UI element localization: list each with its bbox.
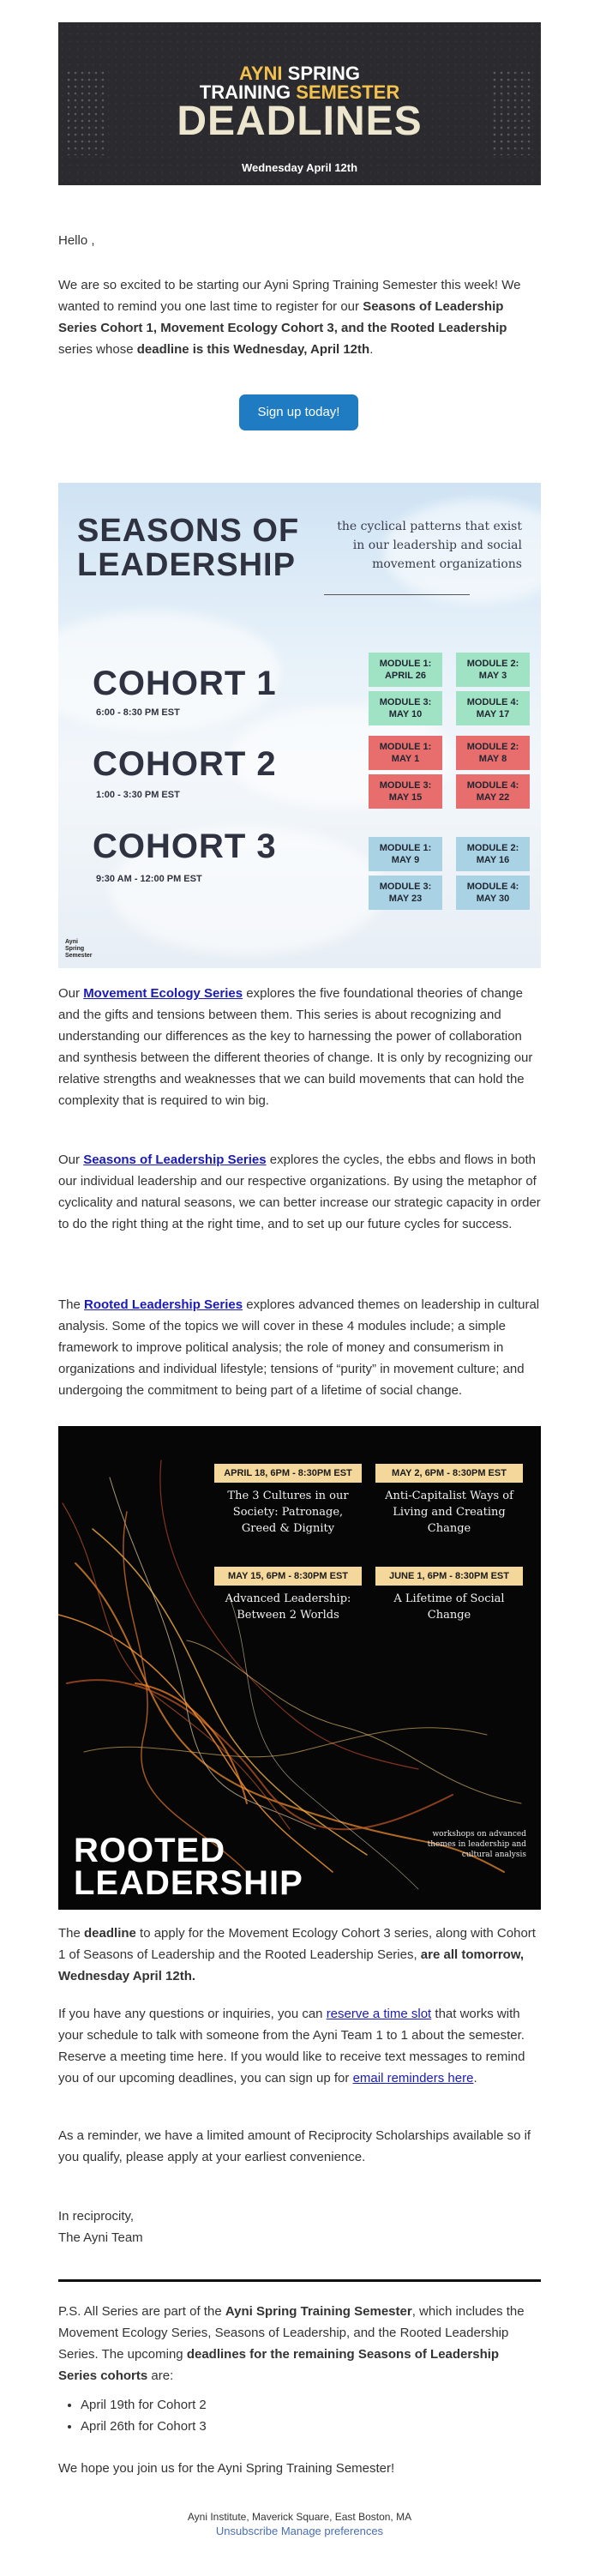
rooted-title-line-1: ROOTED [74, 1832, 226, 1869]
module-date: MAY 23 [388, 894, 423, 904]
seasons-title-line-1: SEASONS OF [77, 513, 300, 549]
questions-paragraph [58, 2003, 541, 2089]
closing-line: We hope you join us for the Ayni Spring Training Semester! [58, 2461, 395, 2476]
module-label: MODULE 3: [379, 697, 432, 707]
intro-paragraph [58, 274, 541, 360]
banner-date: Wednesday April 12th [241, 161, 358, 174]
banner-spring: SPRING [282, 63, 360, 84]
seasons-divider [324, 594, 470, 595]
cohort-2-time: 1:00 - 3:30 PM EST [96, 790, 180, 800]
module-date: MAY 30 [476, 894, 510, 904]
email-reminders-link[interactable]: email reminders here [352, 2071, 474, 2085]
module-box [369, 837, 442, 871]
module-box [456, 837, 530, 871]
divider-line [58, 2279, 541, 2282]
movement-text-2: explores the five foundational theories of change and the gifts and tensions between them. This series is about recognizing and understanding our differences as the key to harnessing the power of collaboration and synthesis between the different theories of change. It is only by recognizing our relative strengths and weaknesses that we can build movements that can hold the complexity that is required to win big. [58, 986, 533, 1108]
signoff-line-1: In reciprocity, [58, 2209, 135, 2224]
module-date: MAY 15 [388, 792, 423, 803]
seasons-subtitle: the cyclical patterns that exist in our leadership and social movement organizations [337, 520, 522, 571]
module-date: MAY 16 [476, 855, 510, 865]
seasons-text-1: Our [58, 1153, 84, 1167]
deadline-text-2: to apply for the Movement Ecology Cohort 3 series, along with Cohort 1 of Seasons of Leadership and the Rooted Leadership Series, [58, 1926, 536, 1962]
module-box [369, 876, 442, 910]
module-label: MODULE 1: [379, 659, 432, 669]
session-1-date: APRIL 18, 6PM - 8:30PM EST [214, 1464, 362, 1483]
sign-up-button[interactable]: Sign up today! [239, 394, 358, 430]
questions-text-2: that works with your schedule to talk with someone from the Ayni Team 1 to 1 about the semester. Reserve a meeting time here. If you would like to receive text messages to remind you of our upcoming deadlines, you can sign up for [58, 2007, 525, 2085]
ps-text-3: are: [147, 2368, 174, 2383]
session-3-title: Advanced Leadership: Between 2 Worlds [225, 1592, 351, 1622]
logo-line-1: Ayni [65, 939, 78, 945]
deadline-list [58, 2394, 541, 2437]
module-date: MAY 1 [391, 754, 420, 764]
questions-text-3: . [473, 2071, 477, 2085]
seasons-title-line-2: LEADERSHIP [77, 547, 296, 583]
module-box [369, 691, 442, 725]
intro-series-names: Seasons of Leadership Series Cohort 1, Movement Ecology Cohort 3, and the Rooted Leadership [58, 299, 507, 335]
manage-preferences-link[interactable]: Manage preferences [280, 2525, 384, 2537]
unsubscribe-link[interactable]: Unsubscribe [215, 2525, 279, 2537]
reminder-paragraph: As a reminder, we have a limited amount of Reciprocity Scholarships available so if you qualify, please apply at your earliest convenience. [58, 2128, 531, 2164]
signoff [58, 2206, 143, 2248]
seasons-of-leadership-image[interactable] [58, 483, 541, 968]
footer-links [58, 2525, 541, 2537]
module-label: MODULE 3: [379, 882, 432, 892]
module-box [369, 653, 442, 687]
module-label: MODULE 2: [466, 659, 519, 669]
ps-text-2: , which includes the Movement Ecology Series, Seasons of Leadership, and the Rooted Leadership Series. The upcoming [58, 2304, 525, 2362]
module-box [456, 736, 530, 770]
rooted-paragraph [58, 1294, 541, 1401]
module-box [456, 691, 530, 725]
module-date: MAY 10 [388, 709, 423, 719]
intro-deadline: deadline is this Wednesday, April 12th [136, 342, 370, 357]
module-date: MAY 3 [478, 671, 507, 681]
ayni-semester-logo [65, 939, 93, 960]
module-label: MODULE 2: [466, 742, 519, 752]
movement-text-1: Our [58, 986, 84, 1001]
module-box [369, 736, 442, 770]
rooted-leadership-link[interactable]: Rooted Leadership Series [84, 1297, 243, 1312]
list-item: • April 26th for Cohort 3 [81, 2416, 541, 2437]
movement-ecology-link[interactable]: Movement Ecology Series [83, 986, 243, 1001]
rooted-note: workshops on advanced themes in leadership and cultural analysis [427, 1830, 526, 1859]
session-2-title: Anti-Capitalist Ways of Living and Creating Change [385, 1490, 513, 1535]
session-3-date: MAY 15, 6PM - 8:30PM EST [214, 1567, 362, 1586]
rooted-text-2: explores advanced themes on leadership in cultural analysis. Some of the topics we will cover in these 4 modules include; a simple framework to improve political analysis; the role of money and consumerism in organizations and individual lifestyle; tensions of “purity” in movement culture; and undergoing the commitment to being part of a lifetime of social change. [58, 1297, 540, 1398]
module-date: MAY 17 [476, 709, 510, 719]
intro-text-3: . [369, 342, 374, 357]
rooted-leadership-image[interactable] [58, 1426, 541, 1910]
cohort-2-title: COHORT 2 [93, 745, 277, 783]
cohort-3-time: 9:30 AM - 12:00 PM EST [96, 874, 202, 884]
movement-ecology-paragraph [58, 983, 541, 1111]
cohort-1-title: COHORT 1 [93, 665, 277, 702]
module-date: APRIL 26 [384, 671, 427, 681]
intro-text-1: We are so excited to be starting our Ayni Spring Training Semester this week! We wanted to remind you one last time to register for our [58, 278, 521, 314]
banner-ayni: AYNI [238, 63, 283, 84]
deadline-paragraph [58, 1923, 541, 1987]
intro-text-2: series whose [58, 342, 137, 357]
module-label: MODULE 4: [466, 780, 519, 791]
reserve-time-slot-link[interactable]: reserve a time slot [326, 2007, 432, 2021]
banner-deadlines: DEADLINES [177, 99, 423, 144]
ps-text-1: P.S. All Series are part of the [58, 2304, 225, 2319]
seasons-of-leadership-link[interactable]: Seasons of Leadership Series [83, 1153, 267, 1167]
session-4-title: A Lifetime of Social Change [393, 1592, 505, 1622]
banner-training: TRAINING [199, 81, 291, 103]
session-4-date: JUNE 1, 6PM - 8:30PM EST [375, 1567, 523, 1586]
seasons-text-2: explores the cycles, the ebbs and flows in both our individual leadership and our respective organizations. By using the metaphor of cyclicality and natural seasons, we can better increase our strategic capacity in order to do the right thing at the right time, and to set up our future cycles for success. [58, 1153, 541, 1231]
module-date: MAY 8 [478, 754, 507, 764]
questions-text-1: If you have any questions or inquiries, you can [58, 2007, 327, 2021]
module-label: MODULE 1: [379, 742, 432, 752]
list-item: • April 19th for Cohort 2 [81, 2394, 541, 2416]
ps-paragraph [58, 2301, 541, 2386]
module-date: MAY 9 [391, 855, 420, 865]
cohort-1-time: 6:00 - 8:30 PM EST [96, 707, 180, 718]
session-2-date: MAY 2, 6PM - 8:30PM EST [375, 1464, 523, 1483]
module-box [456, 774, 530, 809]
deadline-text-1: The [58, 1926, 85, 1941]
module-label: MODULE 4: [466, 882, 519, 892]
module-label: MODULE 4: [466, 697, 519, 707]
session-1-title: The 3 Cultures in our Society: Patronage, Greed & Dignity [227, 1490, 349, 1535]
seasons-title [77, 514, 299, 582]
module-label: MODULE 2: [466, 843, 519, 853]
deadline-date: are all tomorrow, Wednesday April 12th. [58, 1947, 525, 1983]
logo-line-3: Semester [65, 953, 93, 959]
banner-semester: SEMESTER [291, 81, 400, 103]
header-banner-image [58, 22, 541, 185]
module-label: MODULE 3: [379, 780, 432, 791]
module-box [456, 876, 530, 910]
footer-address: Ayni Institute, Maverick Square, East Boston, MA [187, 2511, 412, 2523]
signoff-line-2: The Ayni Team [58, 2230, 143, 2245]
module-box [369, 774, 442, 809]
ps-semester-name: Ayni Spring Training Semester [225, 2304, 412, 2319]
ps-deadlines-bold: deadlines for the remaining Seasons of Leadership Series cohorts [58, 2347, 500, 2383]
module-date: MAY 22 [476, 792, 510, 803]
rooted-text-1: The [58, 1297, 85, 1312]
module-label: MODULE 1: [379, 843, 432, 853]
cohort-3-title: COHORT 3 [93, 828, 277, 865]
seasons-paragraph [58, 1149, 541, 1235]
module-box [456, 653, 530, 687]
rooted-title-line-2: LEADERSHIP [74, 1864, 303, 1902]
greeting: Hello , [58, 233, 95, 248]
deadline-word: deadline [84, 1926, 136, 1941]
logo-line-2: Spring [65, 946, 85, 952]
